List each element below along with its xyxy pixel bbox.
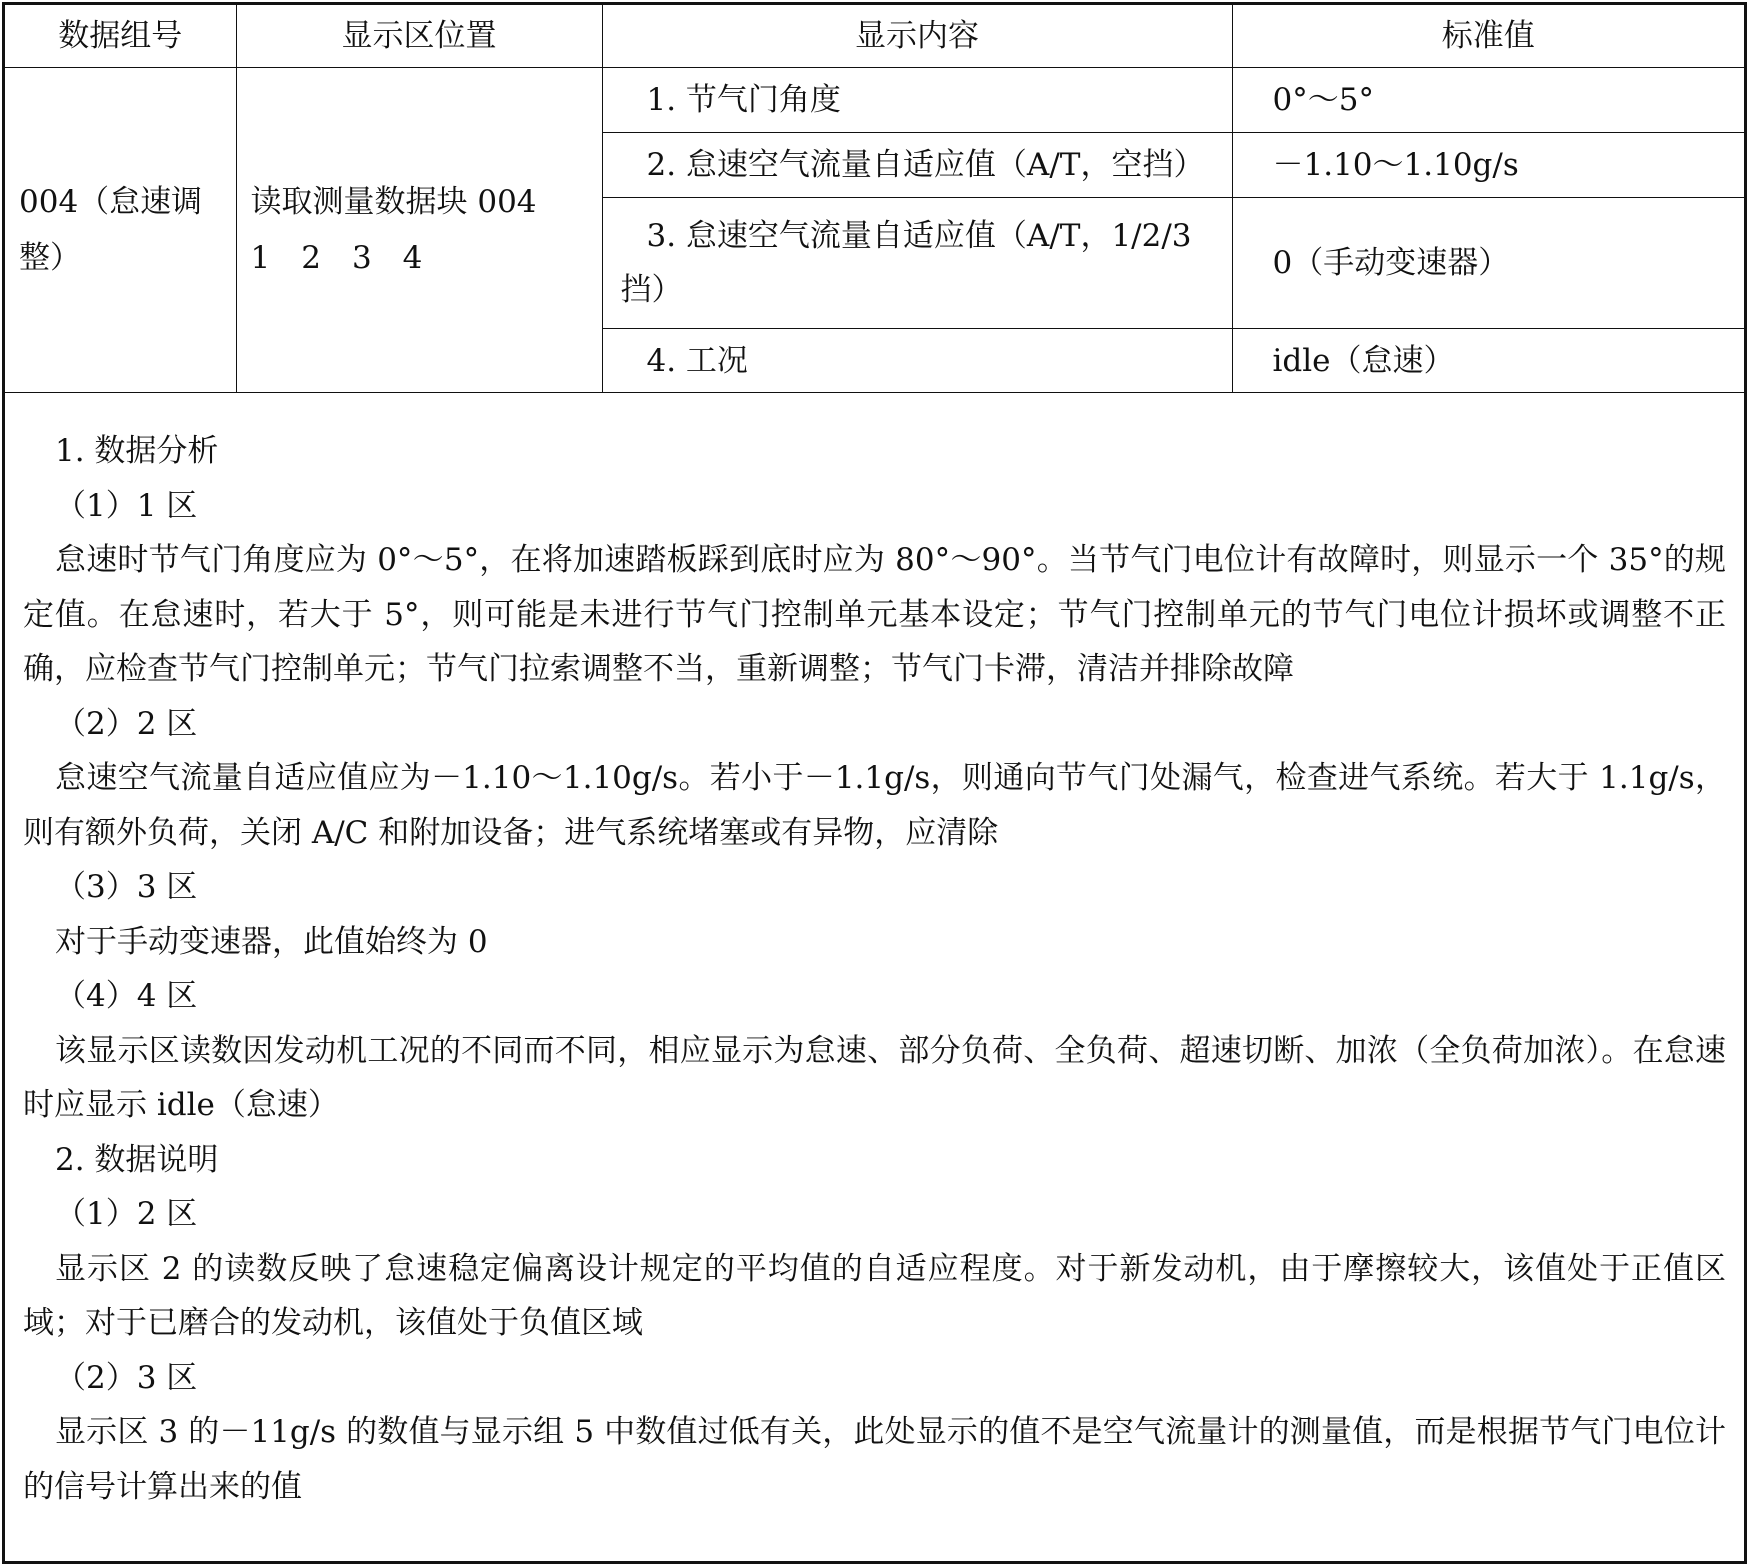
section-heading: 2. 数据说明 bbox=[55, 1141, 219, 1178]
header-cell: 数据组号 bbox=[5, 5, 236, 68]
standard-value-cell: 0（手动变速器） bbox=[1232, 198, 1744, 329]
group-number-cell: 004（怠速调整） bbox=[5, 68, 236, 393]
standard-value-cell: －1.10～1.10g/s bbox=[1232, 133, 1744, 198]
display-position-cell: 读取测量数据块 004 1 2 3 4 bbox=[236, 68, 602, 393]
data-table bbox=[5, 5, 1744, 393]
paragraph: 显示区 2 的读数反映了怠速稳定偏离设计规定的平均值的自适应程度。对于新发动机，由于摩擦较大，该值处于正值区域；对于已磨合的发动机，该值处于负值区域 bbox=[23, 1250, 1726, 1341]
display-content-cell: 3. 怠速空气流量自适应值（A/T，1/2/3 挡） bbox=[602, 198, 1232, 329]
subsection-heading: （2）3 区 bbox=[55, 1359, 198, 1396]
table-row bbox=[5, 68, 1744, 133]
header-cell: 标准值 bbox=[1232, 5, 1744, 68]
subsection-heading: （1）2 区 bbox=[55, 1196, 198, 1232]
subsection-heading: （1）1 区 bbox=[55, 487, 198, 524]
standard-value-cell: idle（怠速） bbox=[1232, 329, 1744, 393]
table-header-row bbox=[5, 5, 1744, 68]
display-content-cell: 1. 节气门角度 bbox=[602, 68, 1232, 133]
standard-value-cell: 0°～5° bbox=[1232, 68, 1744, 133]
header-cell: 显示区位置 bbox=[236, 5, 602, 68]
subsection-heading: （2）2 区 bbox=[55, 705, 198, 742]
display-content-cell: 2. 怠速空气流量自适应值（A/T，空挡） bbox=[602, 133, 1232, 198]
paragraph: 怠速时节气门角度应为 0°～5°，在将加速踏板踩到底时应为 80°～90°。当节气门电位计有故障时，则显示一个 35°的规定值。在怠速时，若大于 5°，则可能是未进行节气门控制单元基本设定；节气门控制单元的节气门电位计损坏或调整不正确，应检查节气门控制单元；节气门拉索调整不当，重新调整；节气门卡滞，清洁并排除故障 bbox=[23, 542, 1726, 687]
subsection-heading: （4）4 区 bbox=[55, 978, 198, 1014]
paragraph: 该显示区读数因发动机工况的不同而不同，相应显示为怠速、部分负荷、全负荷、超速切断、加浓（全负荷加浓）。在怠速时应显示 idle（怠速） bbox=[23, 1032, 1726, 1123]
section-heading: 1. 数据分析 bbox=[55, 433, 219, 469]
document-page bbox=[2, 2, 1747, 1564]
paragraph: 怠速空气流量自适应值应为－1.10～1.10g/s。若小于－1.1g/s，则通向节气门处漏气，检查进气系统。若大于 1.1g/s，则有额外负荷，关闭 A/C 和附加设备；进气系统堵塞或有异物，应清除 bbox=[23, 760, 1726, 851]
notes-section bbox=[5, 393, 1744, 1514]
subsection-heading: （3）3 区 bbox=[55, 869, 198, 905]
header-cell: 显示内容 bbox=[602, 5, 1232, 68]
paragraph: 显示区 3 的－11g/s 的数值与显示组 5 中数值过低有关，此处显示的值不是空气流量计的测量值，而是根据节气门电位计的信号计算出来的值 bbox=[23, 1414, 1726, 1505]
paragraph: 对于手动变速器，此值始终为 0 bbox=[55, 923, 488, 960]
display-content-cell: 4. 工况 bbox=[602, 329, 1232, 393]
